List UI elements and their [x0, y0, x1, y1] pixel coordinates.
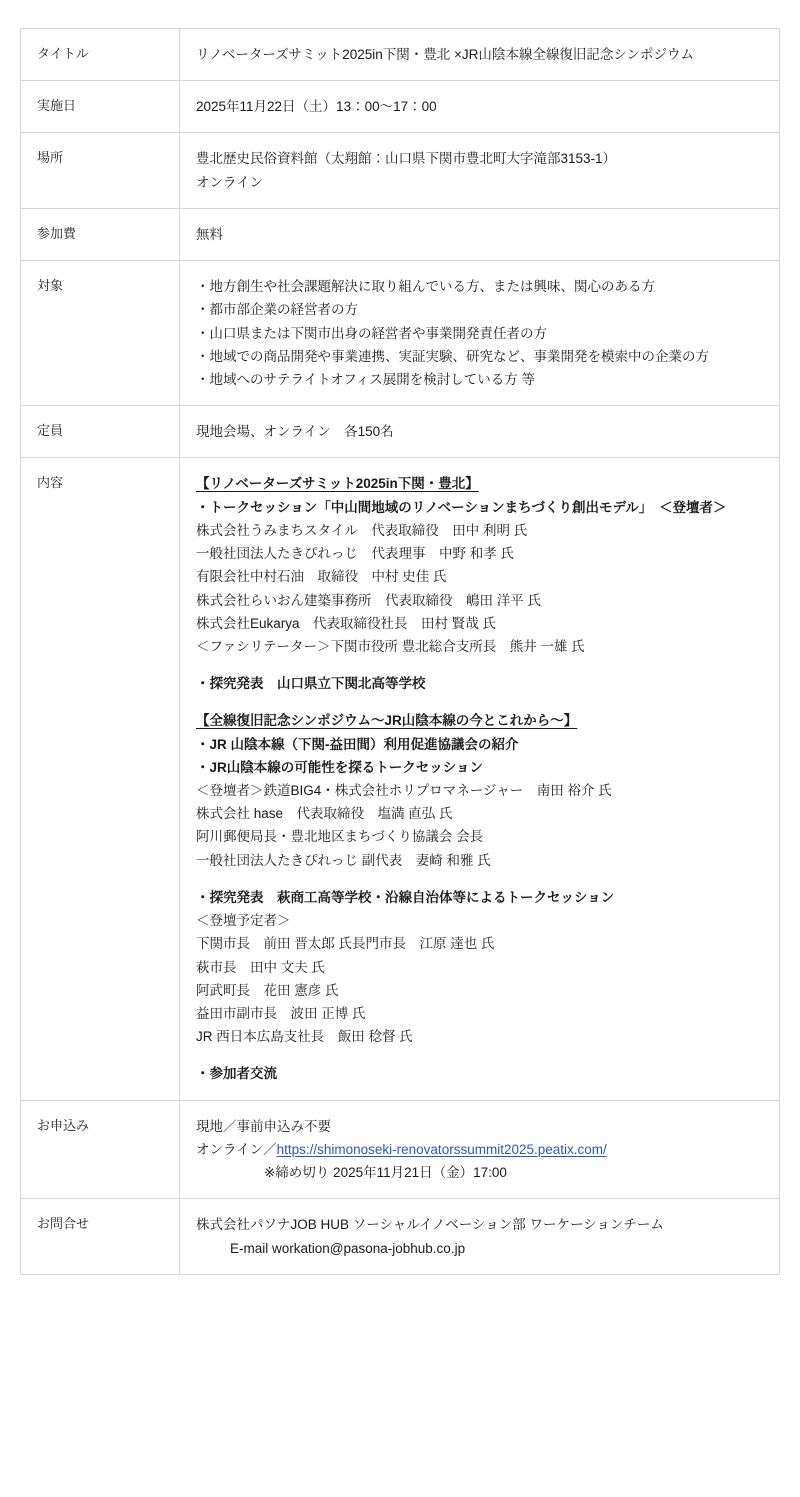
content-spacer — [196, 695, 765, 709]
row-value — [180, 261, 780, 406]
application-deadline: ※締め切り 2025年11月21日（金）17:00 — [264, 1165, 507, 1181]
row-label: 内容 — [21, 458, 180, 1100]
content-line: ・山口県または下関市出身の経営者や事業開発責任者の方 — [196, 325, 547, 341]
content-line: ・探究発表 萩商工高等学校・沿線自治体等によるトークセッション — [196, 889, 615, 905]
content-line: 株式会社らいおん建築事務所 代表取締役 嶋田 洋平 氏 — [196, 592, 542, 608]
content-spacer — [196, 658, 765, 672]
row-value — [180, 458, 780, 1100]
content-line: オンライン — [196, 174, 264, 190]
content-line: 萩市長 田中 文夫 氏 — [196, 959, 326, 975]
row-label: お申込み — [21, 1100, 180, 1199]
row-value — [180, 81, 780, 133]
table-row — [21, 81, 780, 133]
row-value — [180, 208, 780, 260]
content-line: 益田市副市長 波田 正博 氏 — [196, 1006, 366, 1021]
table-row — [21, 29, 780, 81]
content-line: 株式会社Eukarya 代表取締役社長 田村 賢哉 氏 — [196, 615, 497, 631]
row-label: 定員 — [21, 406, 180, 458]
content-line: ・JR山陰本線の可能性を探るトークセッション — [196, 759, 483, 775]
content-line: ・地域での商品開発や事業連携、実証実験、研究など、事業開発を模索中の企業の方 — [196, 348, 709, 364]
content-line: ＜登壇予定者＞ — [196, 913, 291, 929]
content-line: 株式会社パソナJOB HUB ソーシャルイノベーション部 ワーケーションチーム — [196, 1217, 664, 1233]
row-value — [180, 1100, 780, 1199]
content-line: ・地方創生や社会課題解決に取り組んでいる方、または興味、関心のある方 — [196, 279, 655, 295]
event-info-table-body — [21, 29, 780, 1275]
contact-email: E-mail workation@pasona-jobhub.co.jp — [230, 1240, 466, 1256]
table-row — [21, 406, 780, 458]
event-info-table — [20, 28, 780, 1275]
table-row — [21, 1100, 780, 1199]
table-row — [21, 208, 780, 260]
content-line: リノベーターズサミット2025in下関・豊北 ×JR山陰本線全線復旧記念シンポジウム — [196, 47, 694, 62]
row-label: 参加費 — [21, 208, 180, 260]
content-spacer — [196, 1048, 765, 1062]
row-label: タイトル — [21, 29, 180, 81]
content-line: 無料 — [196, 226, 223, 242]
content-line: 現地会場、オンライン 各150名 — [196, 424, 394, 440]
content-line: ・地域へのサテライトオフィス展開を検討している方 等 — [196, 371, 535, 387]
content-line: 株式会社 hase 代表取締役 塩満 直弘 氏 — [196, 806, 453, 822]
content-line: 【全線復旧記念シンポジウム〜JR山陰本線の今とこれから〜】 — [196, 713, 578, 729]
content-line: ・JR 山陰本線（下関-益田間）利用促進協議会の紹介 — [196, 736, 519, 752]
row-label: お問合せ — [21, 1199, 180, 1274]
content-line: JR 西日本広島支社長 飯田 稔督 氏 — [196, 1029, 413, 1045]
row-value — [180, 133, 780, 208]
table-row — [21, 1199, 780, 1274]
content-line: ・参加者交流 — [196, 1066, 277, 1082]
row-value — [180, 29, 780, 81]
content-line: 一般社団法人たきぴれっじ 代表理事 中野 和孝 氏 — [196, 546, 515, 562]
online-apply-line — [196, 1138, 765, 1161]
content-line: ・都市部企業の経営者の方 — [196, 302, 358, 318]
row-value — [180, 1199, 780, 1274]
row-value — [180, 406, 780, 458]
content-line: 有限会社中村石油 取締役 中村 史佳 氏 — [196, 569, 447, 585]
content-line: ・探究発表 山口県立下関北高等学校 — [196, 676, 426, 692]
content-line: 豊北歴史民俗資料館（太翔館：山口県下関市豊北町大字滝部3153-1） — [196, 151, 617, 167]
content-line: ＜登壇者＞鉄道BIG4・株式会社ホリプロマネージャー 南田 裕介 氏 — [196, 783, 612, 799]
content-line: 【リノベーターズサミット2025in下関・豊北】 — [196, 476, 479, 492]
application-link[interactable]: https://shimonoseki-renovatorssummit2025.peatix.com/ — [276, 1141, 607, 1157]
content-line: 下関市長 前田 晋太郎 氏長門市長 江原 達也 氏 — [196, 936, 495, 952]
online-apply-prefix: オンライン／ — [196, 1141, 277, 1157]
content-line: ・トークセッション「中山間地域のリノベーションまちづくり創出モデル」 ＜登壇者＞ — [196, 499, 727, 515]
content-line: 2025年11月22日（土）13：00〜17：00 — [196, 99, 437, 115]
table-row — [21, 133, 780, 208]
content-line: 株式会社うみまちスタイル 代表取締役 田中 利明 氏 — [196, 522, 528, 538]
content-line: 一般社団法人たきぴれっじ 副代表 妻崎 和雅 氏 — [196, 852, 491, 868]
row-label: 場所 — [21, 133, 180, 208]
content-line: ＜ファシリテーター＞下関市役所 豊北総合支所長 熊井 一雄 氏 — [196, 638, 585, 654]
table-row — [21, 458, 780, 1100]
table-row — [21, 261, 780, 406]
row-label: 対象 — [21, 261, 180, 406]
content-line: 阿武町長 花田 憲彦 氏 — [196, 982, 339, 998]
content-line: 阿川郵便局長・豊北地区まちづくり協議会 会長 — [196, 829, 484, 845]
content-spacer — [196, 872, 765, 886]
content-line: 現地／事前申込み不要 — [196, 1118, 331, 1134]
row-label: 実施日 — [21, 81, 180, 133]
